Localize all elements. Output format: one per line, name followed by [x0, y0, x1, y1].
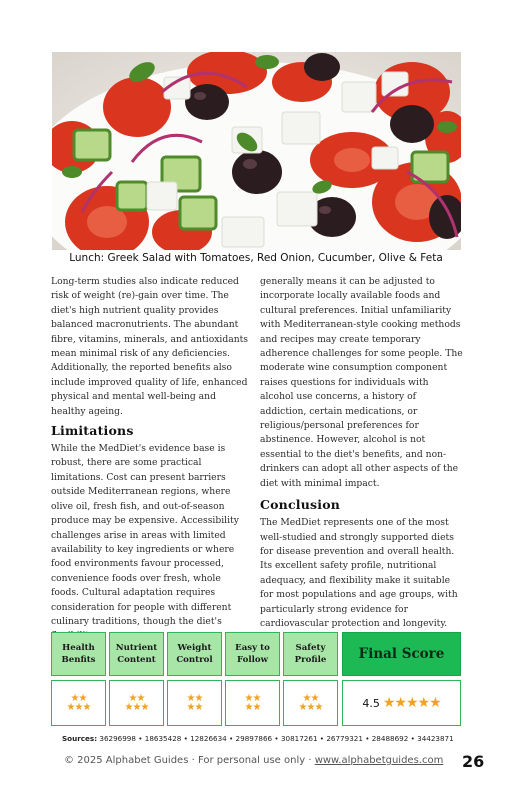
- photo-caption: Lunch: Greek Salad with Tomatoes, Red Onion, Cucumber, Olive & Feta: [69, 252, 443, 264]
- page-number: 26: [462, 752, 485, 771]
- website-link[interactable]: www.alphabetguides.com: [314, 755, 444, 766]
- header-label: Control: [176, 655, 213, 665]
- footer-text: [64, 755, 443, 766]
- score-table: [51, 632, 461, 726]
- rating-easy-to-follow: [225, 680, 280, 726]
- star-rating: ★★ ★★: [244, 693, 261, 713]
- header-label: Safety: [295, 643, 326, 653]
- header-label: Health: [62, 643, 95, 653]
- header-health-benefits: [51, 632, 106, 676]
- final-score-cell: [342, 680, 461, 726]
- header-label: Weight: [177, 643, 212, 653]
- rating-nutrient-content: [109, 680, 164, 726]
- rating-safety-profile: [283, 680, 338, 726]
- header-final-score: Final Score: [342, 632, 461, 676]
- header-easy-to-follow: [225, 632, 280, 676]
- sources-line: [62, 734, 454, 743]
- conclusion-paragraph: The MedDiet represents one of the most well-studied and strongly supported diets for disease prevention and overall health. Its excellent safety profile, nutritional adequacy, and flexibility make it suitable for most populations and age groups, with particularly strong evidence for cardiovascular protection and longevity.: [260, 517, 458, 629]
- header-safety-profile: [283, 632, 338, 676]
- header-label: Content: [117, 655, 156, 665]
- star-rating: ★★ ★★★: [66, 693, 91, 713]
- limitations-heading: Limitations: [51, 423, 134, 439]
- rating-health-benefits: [51, 680, 106, 726]
- sources-label: Sources:: [62, 734, 98, 743]
- intro-paragraph: Long-term studies also indicate reduced risk of weight (re)-gain over time. The diet's high nutrient quality provides balanced macronutrients. The abundant fibre, vitamins, minerals, and antioxidants mean minimal risk of any deficiencies. Additionally, the reported benefits also include improved quality of life, enhanced physical and mental well-being and healthy ageing.: [51, 276, 249, 417]
- header-label: Benfits: [61, 655, 96, 665]
- conclusion-heading: Conclusion: [260, 497, 341, 513]
- header-label: Nutrient: [115, 643, 158, 653]
- limitations-paragraph: While the MedDiet's evidence base is robust, there are some practical limitations. Cost can present barriers outside Mediterranean regions, where olive oil, fresh fish, and out-of-season produce may be expensive. Accessibility challenges arise in areas with limited availability to key ingredients or where food environments favour processed, convenience foods over fresh, whole foods. Cultural adaptation requires consideration for people with different culinary traditions, though the diet's: [51, 443, 239, 627]
- right-column: [260, 275, 463, 631]
- header-label: Follow: [236, 655, 269, 665]
- page-footer: [0, 752, 512, 772]
- star-rating: ★★ ★★★: [124, 693, 149, 713]
- header-label: Profile: [294, 655, 327, 665]
- star-rating: ★★ ★★★: [298, 693, 323, 713]
- salad-photo: [52, 52, 461, 250]
- limitations-continued-paragraph: generally means it can be adjusted to incorporate locally available foods and cultural preferences. Initial unfamiliarity with Mediterranean-style cooking methods and recipes may create temporary adherence challenges for some people. The moderate wine consumption component raises questions for individuals with alcohol use concerns, a history of addiction, certain medications, or religious/personal preferences for abstinence. However, alcohol is not essential to the diet's benefits, and non-drinkers can adopt all other aspects of the diet with minimal impact.: [260, 276, 463, 489]
- header-weight-control: [167, 632, 222, 676]
- star-rating: ★★ ★★: [186, 693, 203, 713]
- final-score-value: 4.5: [362, 696, 380, 710]
- header-label: Easy to: [235, 643, 270, 653]
- rating-weight-control: [167, 680, 222, 726]
- copyright-text: © 2025 Alphabet Guides · For personal use only ·: [64, 755, 315, 766]
- final-star-rating: ★★★★★: [382, 695, 441, 711]
- sources-ids: 36296998 • 18635428 • 12826634 • 29897866 • 30817261 • 26779321 • 28488692 • 34423871: [99, 734, 454, 743]
- header-nutrient-content: [109, 632, 164, 676]
- left-column: [51, 275, 251, 644]
